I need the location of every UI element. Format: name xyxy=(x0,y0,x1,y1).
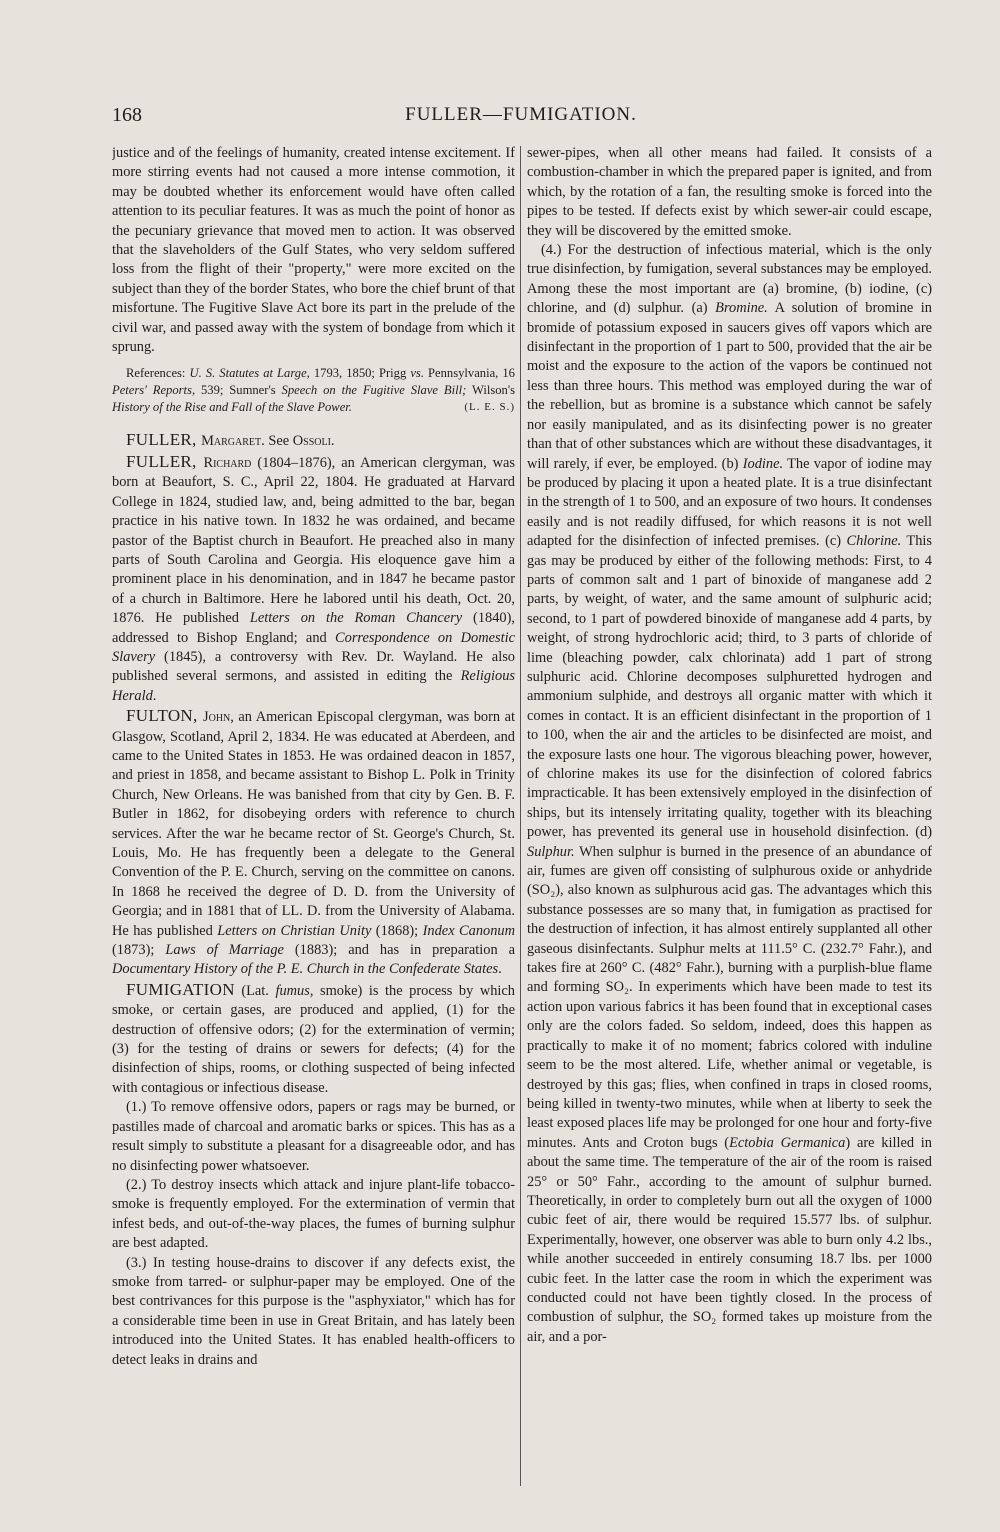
right-column xyxy=(527,144,932,1484)
entry-fulton-john: FULTON, John, an American Episcopal clergyman, was born at Glasgow, Scotland, April 2, 1834. He was educated at Aberdeen, and came to the United States in 1853. He was ordained deacon in 1857, and priest in 1858, and became assistant to Bishop L. Polk in Trinity Church, New Orleans. He was banished from that city by Gen. B. F. Butler in 1862, for disobeying orders with reference to church services. After the war he became rector of St. George's Church, St. Louis, Mo. He has frequently been a delegate to the General Convention of the P. E. Church, serving on the committee on canons. In 1868 he received the degree of D. D. from the University of Georgia; and in 1881 that of LL. D. from the University of Alabama. He has published Letters on Christian Unity (1868); Index Canonum (1873); Laws of Marriage (1883); and has in preparation a Documentary History of the P. E. Church in the Confederate States. xyxy=(112,706,515,978)
author-initials: (L. E. S.) xyxy=(464,401,515,414)
headword: FULLER, xyxy=(126,451,204,471)
running-title: FULLER—FUMIGATION. xyxy=(405,104,637,125)
headword: FULTON, xyxy=(126,706,204,726)
entry-fuller-margaret: FULLER, Margaret. See Ossoli. xyxy=(126,430,335,450)
references: References: U. S. Statutes at Large, 1793, 1850; Prigg vs. Pennsylvania, 16 Peters' Reports, 539; Sumner's Speech on the Fugitive Slave Bill; Wilson's History of the Rise and Fall of the Slave Power. (L. E. S.) xyxy=(112,366,515,415)
paragraph-fugitive-slave-conclusion: justice and of the feelings of humanity, created intense excitement. If more stirring events had not caused a more intense commotion, it may be doubted whether its enforcement would have often called attention to its peculiar features. It was as much the point of honor as the pecuniary grievance that moved men to action. It was observed that the slaveholders of the Gulf States, who very seldom suffered loss from the flight of their "property," were more excited on the subject than they of the border States, who bore the chief brunt of that misfortune. The Fugitive Slave Act bore its part in the prelude of the civil war, and passed away with the system of bondage from which it sprung. xyxy=(112,145,515,356)
page-header xyxy=(112,104,930,134)
paragraph-house-drains: (3.) In testing house-drains to discover if any defects exist, the smoke from tarred- or sulphur-paper may be employed. One of the best contrivances for this purpose is the "asphyxiator," which has for a considerable time been in use in Great Britain, and has lately been introduced into the United States. It has enabled health-officers to detect leaks in drains and xyxy=(112,1254,515,1368)
entry-fuller-richard: FULLER, Richard (1804–1876), an American clergyman, was born at Beaufort, S. C., April 22, 1804. He graduated at Harvard College in 1824, studied law, and, being admitted to the bar, began practice in his native town. In 1832 he was ordained, and became pastor of the Baptist church in Beaufort. He preached also in many parts of South Carolina and Georgia. His eloquence gave him a prominent place in his denomination, and in 1847 he became pastor of a church in Baltimore. Here he labored until his death, Oct. 20, 1876. He published Letters on the Roman Chancery (1840), addressed to Bishop England; and Correspondence on Domestic Slavery (1845), a controversy with Rev. Dr. Wayland. He also published several sermons, and assisted in editing the Religious Herald. xyxy=(112,451,515,704)
headword: FULLER, xyxy=(126,430,202,450)
entry-fumigation: FUMIGATION (Lat. fumus, smoke) is the process by which smoke, or certain gases, are produced and applied, (1) for the destruction of offensive odors; (2) for the extermination of vermin; (3) for the testing of drains or sewers for defects; (4) for the disinfection of ships, rooms, or clothing suspected of being infected with contagious or infectious disease. xyxy=(112,979,515,1096)
paragraph-asphyxiator: sewer-pipes, when all other means had failed. It consists of a combustion-chamber in which the prepared paper is ignited, and from which, by the rotation of a fan, the resulting smoke is forced into the pipes to be tested. If defects exist by which sewer-air could escape, they will be discovered by the emitted smoke. xyxy=(527,145,932,239)
left-column xyxy=(112,144,515,1484)
page-number: 168 xyxy=(112,104,142,126)
paragraph-disinfection: (4.) For the destruction of infectious material, which is the only true disinfection, by fumigation, several substances may be employed. Among these the most important are (a) bromine, (b) iodine, (c) chlorine, and (d) sulphur. (a) Bromine. A solution of bromine in bromide of potassium exposed in saucers gives off vapors which are disinfectant in the proportion of 1 part to 500, provided that the air be moist and the exposure to the action of the vapors be continued not less than three hours. This method was employed during the war of the rebellion, but as bromine is a substance which cannot be safely nor easily manipulated, and as its disinfecting power is no greater than that of other substances which are without these disadvantages, it will rarely, if ever, be employed. (b) Iodine. The vapor of iodine may be produced by placing it upon a heated plate. It is a true disinfectant in the strength of 1 to 500, and an exposure of two hours. It condenses easily and is not readily diffused, for which reasons it is not well adapted for the disinfection of infected premises. (c) Chlorine. This gas may be produced by either of the following methods: First, to 4 parts of common salt and 1 part of binoxide of manganese add 2 parts, by weight, of water, and the same amount of sulphuric acid; second, to 1 part of powdered binoxide of manganese add 4 parts, by weight, of strong hydrochloric acid; third, to 3 parts of chloride of lime (bleaching powder, calx chlorinata) add 1 part of strong sulphuric acid. Chlorine decomposes sulphuretted hydrogen and ammonium sulphide, and destroys all organic matter with which it comes in contact. It is an efficient disinfectant in the proportion of 1 to 100, when the air and the articles to be disinfected are moist, and the exposure lasts one hour. The vigorous bleaching power, however, of chlorine makes its use for the disinfection of colored fabrics impracticable. It has been extensively employed in the disinfection of ships, but its intensely irritating quality, together with its bleaching power, has prevented its general use in household disinfection. (d) Sulphur. When sulphur is burned in the presence of an abundance of air, fumes are given off consisting of sulphurous oxide or anhydride (SO₂), also known as sulphurous acid gas. The advantages which this substance possesses are so many that, in fumigation as practised for the destruction of infection, it has almost entirely supplanted all other gaseous disinfectants. Sulphur melts at 111.5° C. (232.7° Fahr.), and takes fire at 260° C. (482° Fahr.), burning with a purplish-blue flame and forming SO₂. In experiments which have been made to test its action upon various fabrics it has been found that in exceptional cases only are the colors faded. So seldom, indeed, does this happen as practically to make it of no moment; fabrics colored with induline seem to be the most altered. Life, whether animal or vegetable, is destroyed by this gas; flies, when confined in traps in closed rooms, being killed in twenty-two minutes, while when at liberty to seek the least exposed places life may be prolonged for one hour and forty-five minutes. Ants and Croton bugs (Ectobia Germanica) are killed in about the same time. The temperature of the air of the room is raised 25° or 50° Fahr., according to the amount of sulphur burned. Theoretically, in order to completely burn out all the oxygen of 1000 cubic feet of air, there would be required 15.577 lbs. of sulphur. Experimentally, however, one observer was able to burn only 4.2 lbs., while another succeeded in entirely consuming 18.7 lbs. per 1000 cubic feet. In the latter case the room in which the experiment was conducted could not have been tightly closed. In the process of combustion of sulphur, the SO₂ formed takes up moisture from the air, and a por- xyxy=(527,242,932,1345)
column-divider xyxy=(520,146,521,1486)
paragraph-offensive-odors: (1.) To remove offensive odors, papers or rags may be burned, or pastilles made of charcoal and aromatic barks or spices. This has as a result simply to substitute a pleasant for a disagreeable odor, and has no disinfecting power whatsoever. xyxy=(112,1099,515,1174)
paragraph-insects: (2.) To destroy insects which attack and injure plant-life tobacco-smoke is frequently employed. For the extermination of vermin that infest beds, and out-of-the-way places, the fumes of burning sulphur are best adapted. xyxy=(112,1176,515,1252)
headword: FUMIGATION xyxy=(126,979,235,999)
